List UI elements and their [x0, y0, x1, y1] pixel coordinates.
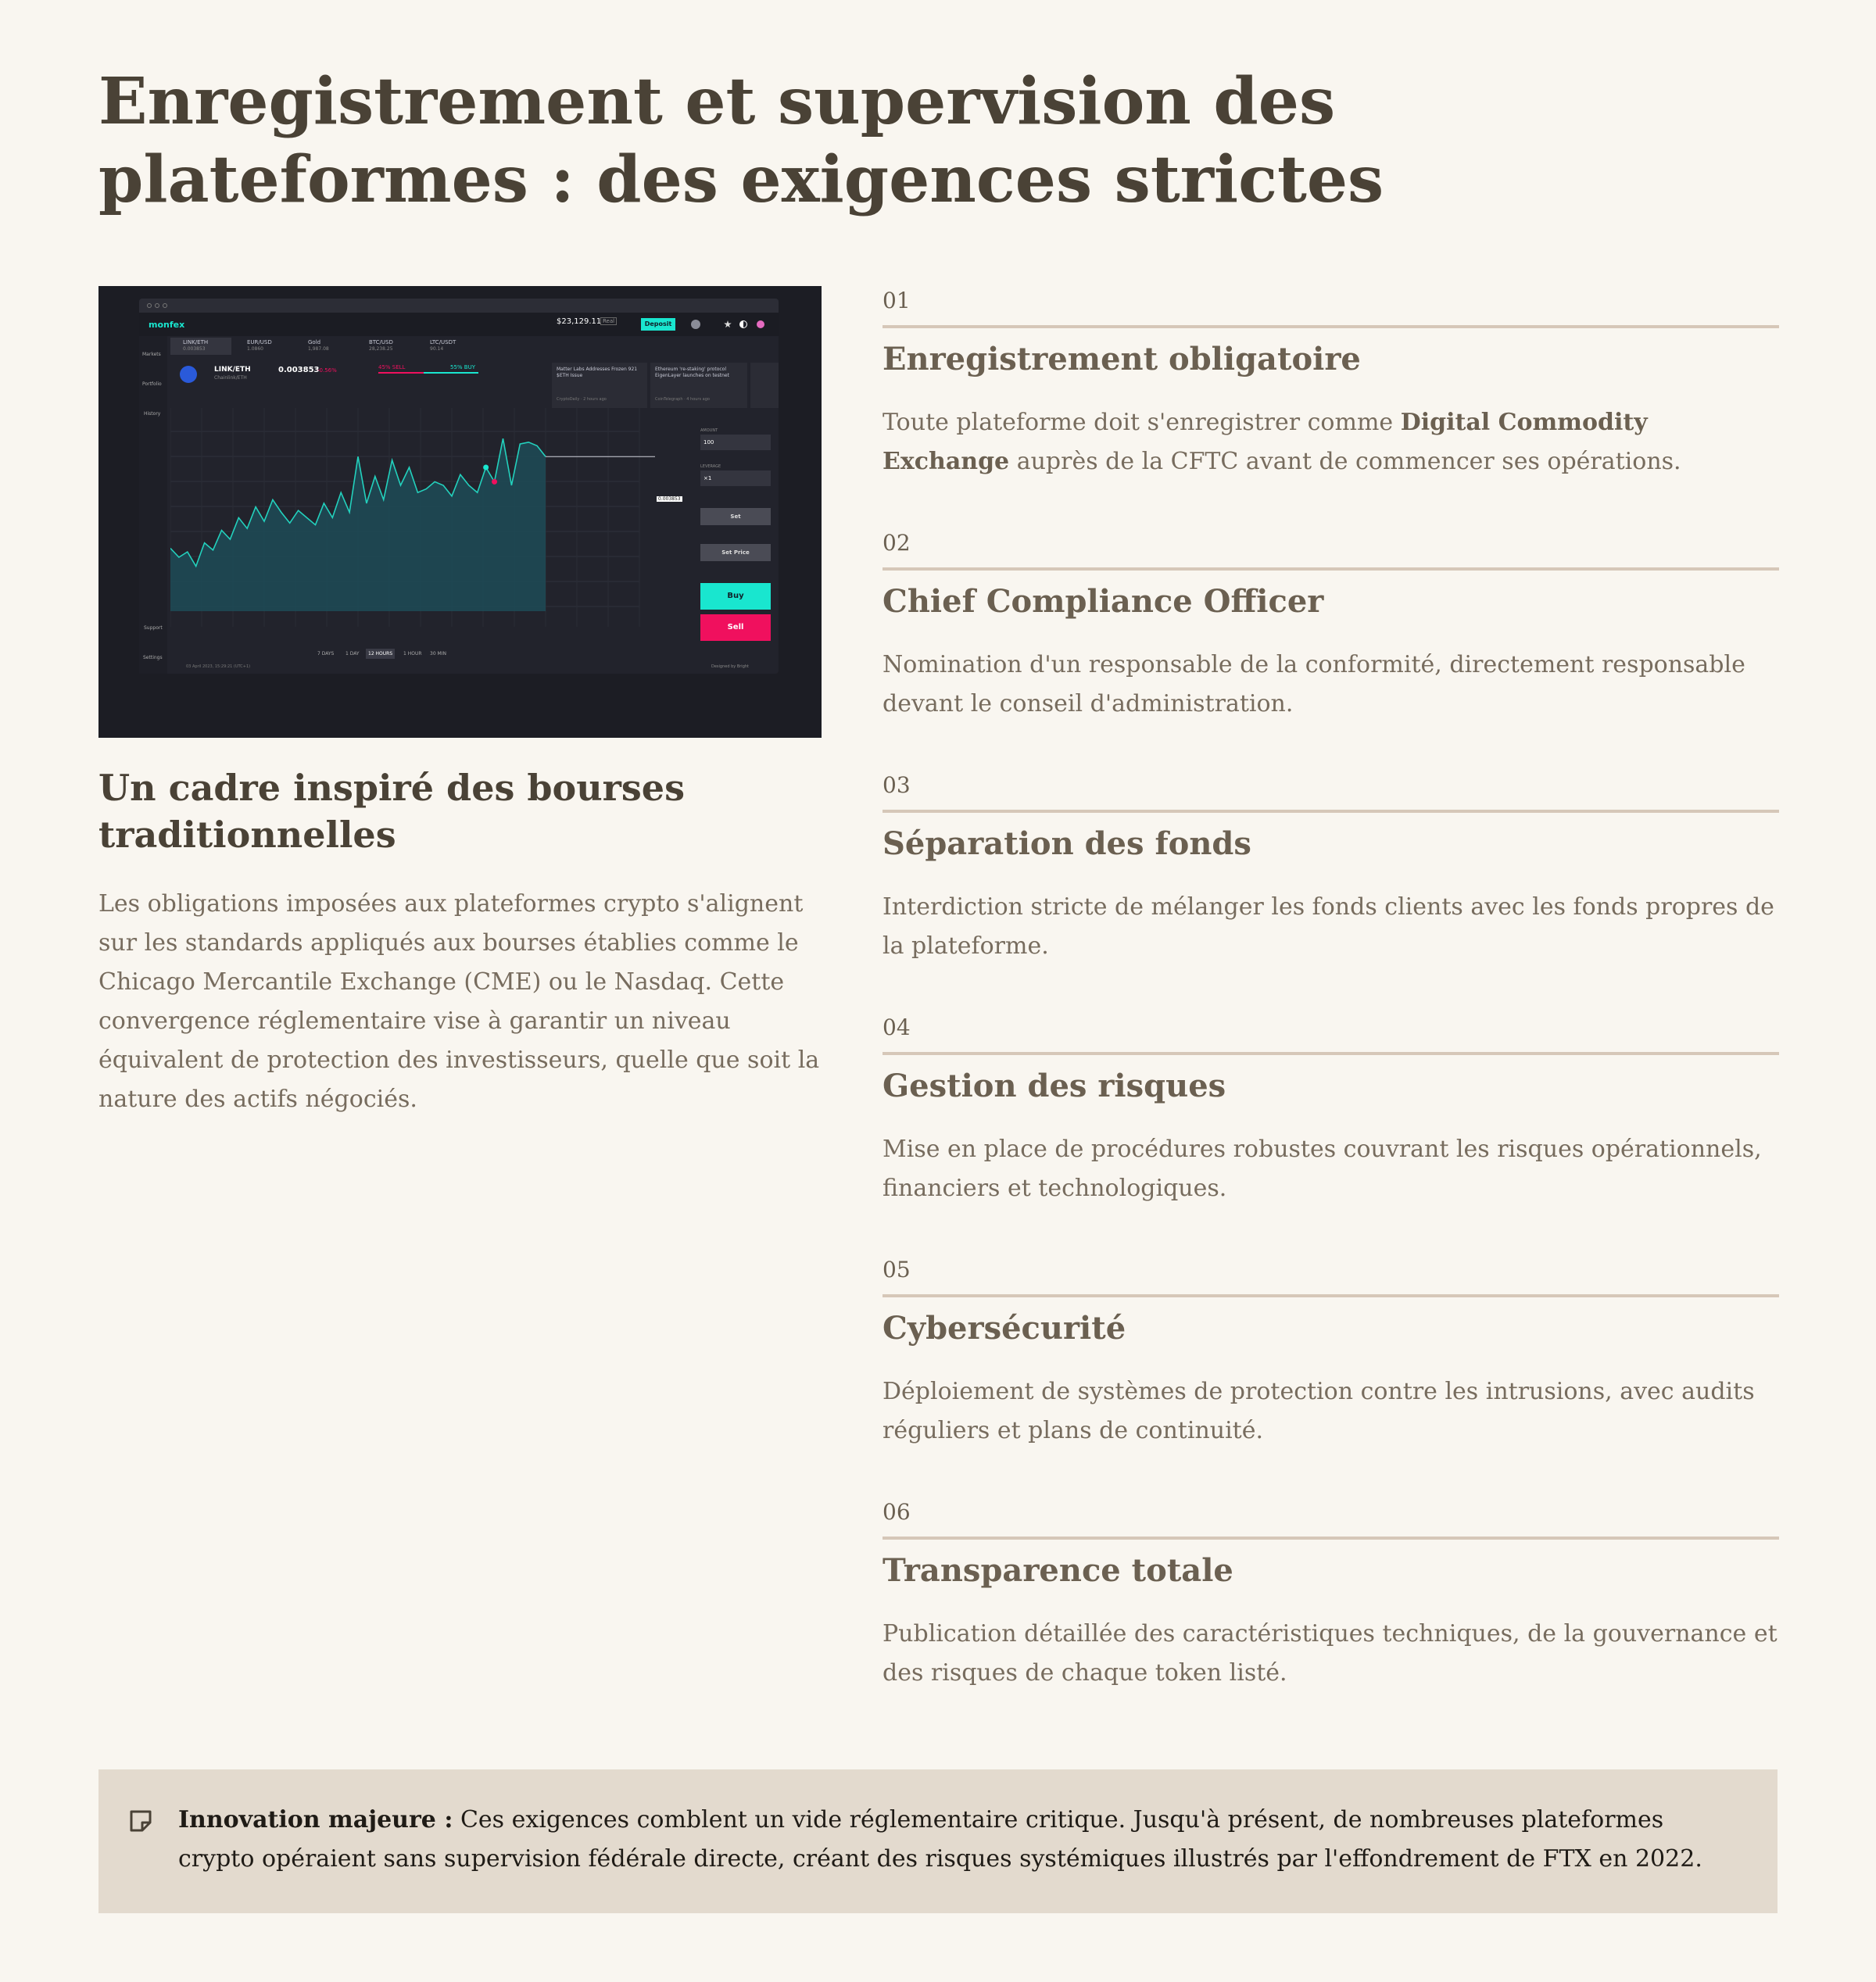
requirement-title: Gestion des risques	[883, 1068, 1226, 1104]
timeframe-12-hours[interactable]: 12 HOURS	[366, 649, 395, 659]
buy-bar	[424, 372, 478, 374]
requirement-number: 04	[883, 1014, 911, 1040]
timeframe-1-day[interactable]: 1 DAY	[345, 651, 360, 656]
window-dot-icon	[155, 303, 159, 308]
set-price-button[interactable]: Set Price	[700, 544, 771, 561]
section-body: Les obligations imposées aux plateformes crypto s'alignent sur les standards appliqués aux bourses établies comme le Chicago Mercantile Exchange (CME) ou le Nasdaq. Cette convergence réglementaire vise à garantir un niveau équivalent de protection des investisseurs, quelle que soit la nature des actifs négociés.	[98, 890, 820, 1113]
timeframe-30-min[interactable]: 30 MIN	[430, 651, 446, 656]
tab-label: BTC/USD	[369, 339, 393, 345]
tab-value: 0.003853	[183, 346, 206, 352]
requirement-divider	[883, 810, 1779, 813]
sell-bar	[378, 372, 424, 374]
tab-eur-usd[interactable]	[234, 338, 292, 355]
requirement-body: Interdiction stricte de mélanger les fonds clients avec les fonds propres de la plateforme.	[883, 893, 1774, 960]
amount-label: AMOUNT	[700, 428, 718, 433]
news-title: Matter Labs Addresses Frozen 921 $ETH Issue	[557, 367, 638, 378]
requirement-item	[883, 528, 1779, 771]
requirement-title: Séparation des fonds	[883, 825, 1251, 862]
price-chart[interactable]	[170, 408, 663, 627]
pair-name: LINK/ETH	[214, 366, 251, 374]
requirement-body: Mise en place de procédures robustes couvrant les risques opérationnels, financiers et technologiques.	[883, 1136, 1762, 1202]
news-card[interactable]	[552, 363, 647, 408]
requirement-item	[883, 1255, 1779, 1497]
note-icon	[127, 1807, 155, 1835]
requirement-body: Nomination d'un responsable de la conformité, directement responsable devant le conseil d'administration.	[883, 651, 1745, 717]
tab-label: EUR/USD	[247, 339, 272, 345]
section-subtitle: Un cadre inspiré des bourses traditionnelles	[98, 767, 685, 856]
timeframe-1-hour[interactable]: 1 HOUR	[403, 651, 422, 656]
sell-percentage: 45% SELL	[378, 364, 406, 370]
requirement-number: 05	[883, 1257, 911, 1283]
requirement-title: Transparence totale	[883, 1552, 1233, 1589]
requirement-number: 02	[883, 530, 911, 556]
callout-body: Ces exigences comblent un vide réglementaire critique. Jusqu'à présent, de nombreuses plateformes crypto opéraient sans supervision fédérale directe, créant des risques systémiques illustrés par l'effondrement de FTX en 2022.	[178, 1806, 1702, 1873]
tab-value: 1,987.08	[308, 346, 329, 352]
footer-date: 03 April 2023, 15:29:21 (UTC+1)	[186, 664, 251, 669]
amount-input[interactable]: 100	[700, 435, 771, 450]
window-dot-icon	[147, 303, 152, 308]
requirement-body	[883, 403, 1779, 481]
pair-price: 0.003853	[278, 366, 320, 374]
requirement-title: Chief Compliance Officer	[883, 583, 1324, 620]
news-title: Ethereum 're-staking' protocol EigenLayer launches on testnet	[655, 367, 729, 378]
balance-tag: Real	[600, 317, 617, 325]
news-card[interactable]	[750, 363, 779, 408]
timeframe-7-days[interactable]: 7 DAYS	[317, 651, 335, 656]
app-sidebar	[139, 336, 167, 674]
requirement-item	[883, 771, 1779, 1013]
tab-value: 28,238.25	[369, 346, 393, 352]
buy-button[interactable]: Buy	[700, 583, 771, 610]
page-title: Enregistrement et supervision des plateformes : des exigences strictes	[98, 64, 1384, 217]
instrument-tabs	[170, 338, 499, 355]
requirement-body-text: auprès de la CFTC avant de commencer ses opérations.	[1009, 448, 1681, 475]
requirement-body-text: Toute plateforme doit s'enregistrer comme	[883, 409, 1401, 436]
sell-button[interactable]: Sell	[700, 614, 771, 641]
requirement-divider	[883, 1052, 1779, 1055]
requirement-item	[883, 1497, 1779, 1740]
tab-label: Gold	[308, 339, 321, 345]
requirement-body: Déploiement de systèmes de protection contre les intrusions, avec audits réguliers et plans de continuité.	[883, 1378, 1755, 1444]
language-flag-icon[interactable]	[757, 320, 764, 328]
requirement-divider	[883, 325, 1779, 328]
buy-marker	[483, 465, 489, 470]
tab-gold[interactable]	[295, 338, 353, 355]
tab-value: 90.14	[430, 346, 444, 352]
news-source: CoinTelegraph · 4 hours ago	[655, 397, 710, 402]
window-dot-icon	[163, 303, 167, 308]
sidebar-item-history[interactable]: History	[144, 411, 161, 417]
window-titlebar	[139, 299, 779, 313]
callout-text	[178, 1801, 1731, 1879]
designed-by: Designed by Bright	[711, 664, 750, 669]
sidebar-item-portfolio[interactable]: Portfolio	[142, 381, 162, 387]
tab-label: LINK/ETH	[183, 339, 209, 345]
tab-label: LTC/USDT	[430, 339, 456, 345]
requirement-divider	[883, 567, 1779, 571]
app-header	[139, 313, 779, 336]
requirement-number: 06	[883, 1499, 911, 1525]
deposit-button[interactable]: Deposit	[641, 318, 675, 331]
requirement-body: Publication détaillée des caractéristiques techniques, de la gouvernance et des risques de chaque token listé.	[883, 1620, 1778, 1687]
requirement-body-bold: Digital Commodity Exchange	[883, 409, 1648, 475]
tab-value: 1.0860	[247, 346, 263, 352]
requirement-number: 03	[883, 772, 911, 798]
sell-marker	[492, 479, 497, 485]
sidebar-item-settings[interactable]: Settings	[143, 655, 163, 660]
tab-link-eth[interactable]	[170, 338, 231, 355]
notification-star-icon[interactable]	[724, 320, 732, 328]
requirement-number: 01	[883, 288, 911, 313]
requirements-list	[883, 286, 1779, 1740]
leverage-label: LEVERAGE	[700, 464, 721, 469]
app-window	[139, 299, 779, 674]
tab-ltc-usdt[interactable]	[417, 338, 475, 355]
brand-logo: monfex	[149, 320, 185, 330]
requirement-title: Cybersécurité	[883, 1310, 1126, 1347]
requirement-item	[883, 286, 1779, 528]
requirement-item	[883, 1013, 1779, 1255]
chainlink-icon	[180, 366, 197, 383]
left-column	[98, 286, 822, 1119]
tab-btc-usd[interactable]	[356, 338, 414, 355]
buy-percentage: 55% BUY	[450, 364, 475, 370]
set-button[interactable]: Set	[700, 508, 771, 525]
callout-note	[98, 1769, 1778, 1913]
pair-sub: Chainlink/ETH	[214, 375, 247, 381]
requirement-divider	[883, 1537, 1779, 1540]
sidebar-item-markets[interactable]: Markets	[142, 352, 161, 357]
sidebar-item-support[interactable]: Support	[144, 625, 163, 631]
news-source: CryptoDaily · 2 hours ago	[557, 397, 607, 402]
current-price-tag: 0.003853	[658, 496, 681, 502]
news-card[interactable]	[650, 363, 747, 408]
trading-platform-screenshot	[98, 286, 822, 738]
requirement-title: Enregistrement obligatoire	[883, 341, 1361, 377]
balance-value: $23,129.11	[557, 317, 602, 326]
price-area	[170, 438, 546, 611]
theme-toggle-icon[interactable]	[739, 320, 747, 328]
leverage-input[interactable]: ×1	[700, 470, 771, 486]
callout-label: Innovation majeure :	[178, 1806, 453, 1834]
pair-change: -0.56%	[317, 367, 337, 374]
requirement-divider	[883, 1294, 1779, 1297]
user-avatar-icon[interactable]	[691, 320, 700, 329]
